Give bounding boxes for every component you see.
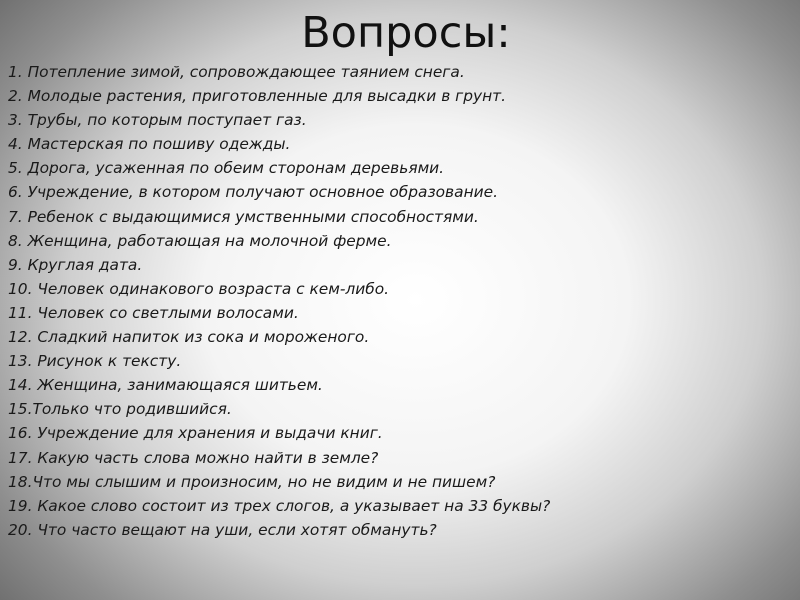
- question-item: 9. Круглая дата.: [8, 255, 143, 274]
- question-item: 19. Какое слово состоит из трех слогов, а указывает на 33 буквы?: [8, 496, 551, 515]
- question-item: 5. Дорога, усаженная по обеим сторонам деревьями.: [8, 159, 445, 178]
- question-item: 10. Человек одинакового возраста с кем-либо.: [8, 279, 390, 298]
- question-item: 13. Рисунок к тексту.: [8, 352, 182, 371]
- question-item: 1. Потепление зимой, сопровождающее таянием снега.: [8, 63, 465, 81]
- question-item: 6. Учреждение, в котором получают основное образование.: [8, 183, 498, 202]
- question-item: 16. Учреждение для хранения и выдачи книг.: [8, 424, 383, 443]
- question-item: 18.Что мы слышим и произносим, но не видим и не пишем?: [8, 472, 496, 491]
- questions-list: [8, 60, 550, 542]
- question-item: 2. Молодые растения, приготовленные для высадки в грунт.: [8, 87, 507, 106]
- question-item: 8. Женщина, работающая на молочной ферме.: [8, 231, 392, 250]
- question-item: 3. Трубы, по которым поступает газ.: [8, 111, 307, 130]
- question-item: 12. Сладкий напиток из сока и мороженого.: [8, 328, 370, 347]
- question-item: 4. Мастерская по пошиву одежды.: [8, 135, 291, 154]
- question-item: 14. Женщина, занимающаяся шитьем.: [8, 376, 323, 395]
- question-item: 7. Ребенок с выдающимися умственными способностями.: [8, 207, 479, 226]
- question-item: 20. Что часто вещают на уши, если хотят обмануть?: [8, 520, 437, 539]
- question-item: 11. Человек со светлыми волосами.: [8, 303, 299, 322]
- question-item: 17. Какую часть слова можно найти в земле?: [8, 448, 379, 467]
- question-item: 15.Только что родившийся.: [8, 400, 232, 419]
- slide-title: Вопросы:: [301, 8, 511, 58]
